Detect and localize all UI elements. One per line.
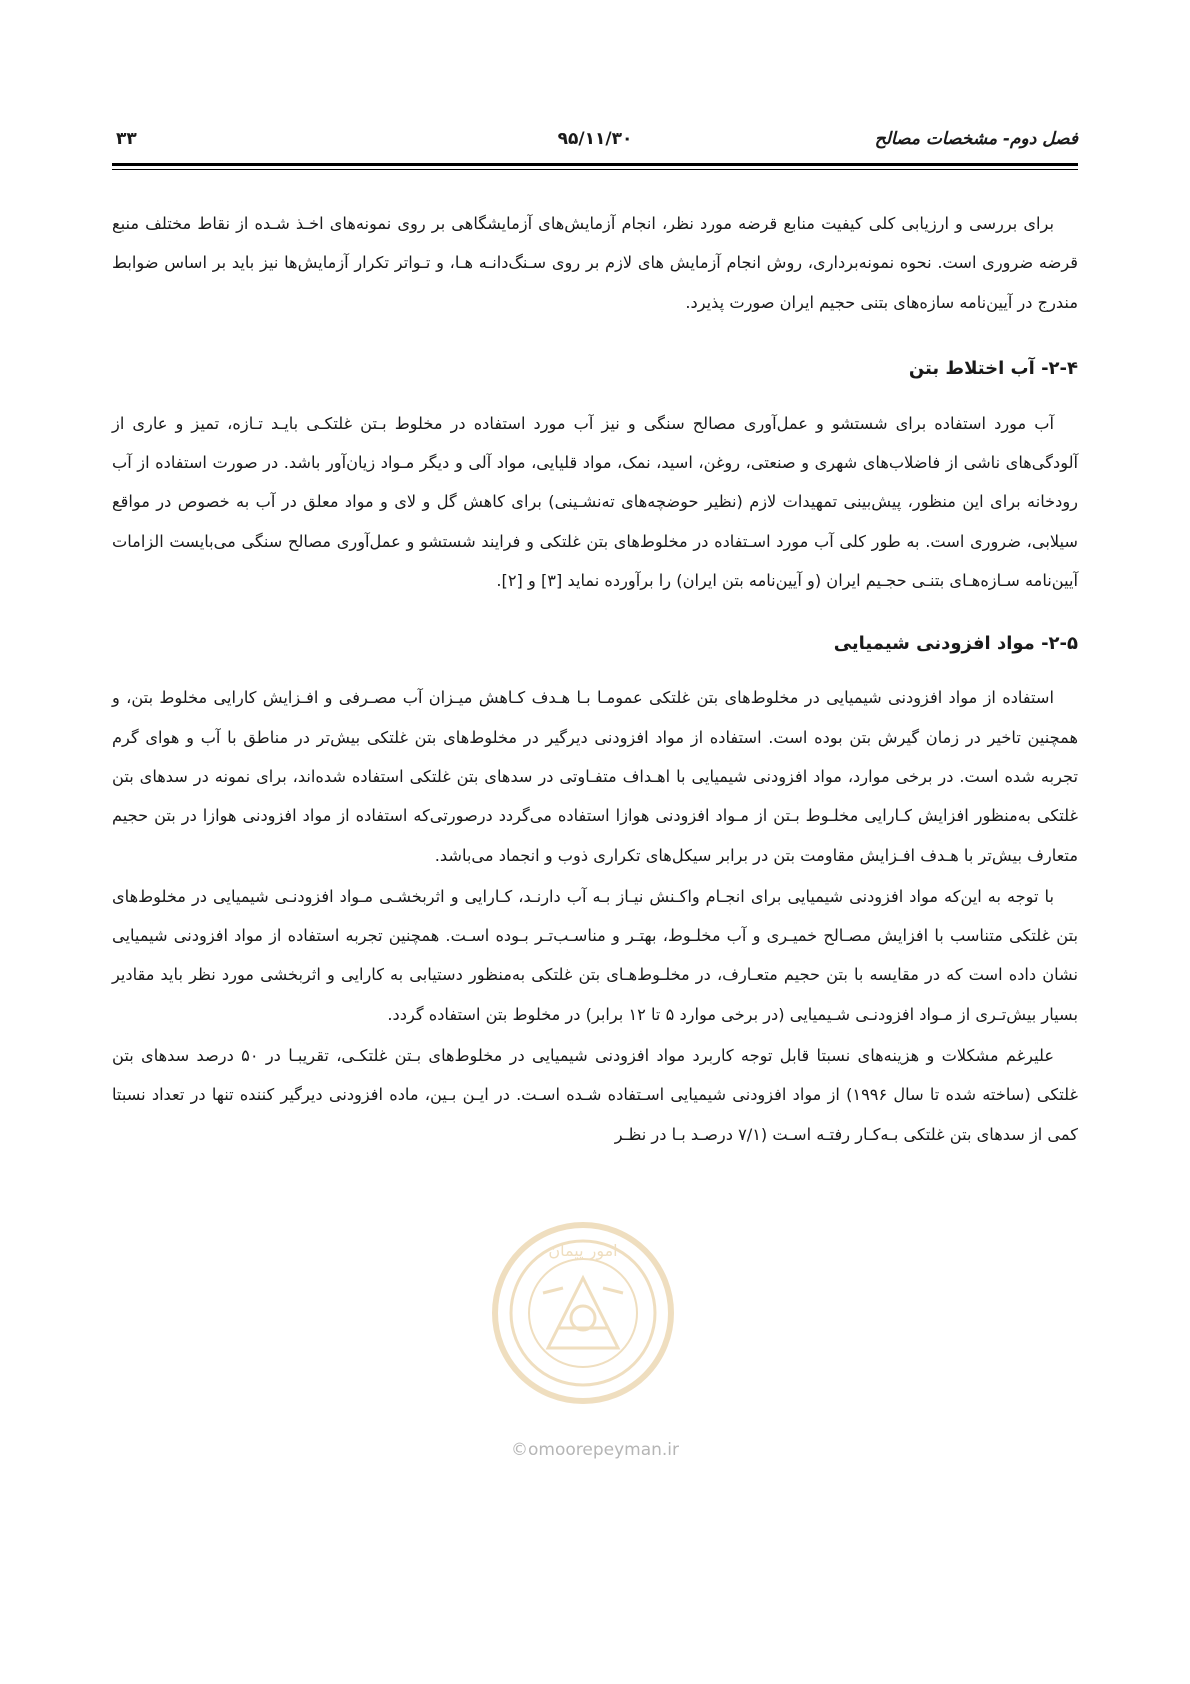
watermark-site-text xyxy=(0,1440,1190,1460)
chapter-title: فصل دوم- مشخصات مصالح xyxy=(874,129,1078,149)
additives-paragraph-1: استفاده از مواد افزودنی شیمیایی در مخلوط‌های بتن غلتکی عمومـا بـا هـدف کـاهش میـزان آب مصـرفی و افـزایش کارایی مخلوط بتن، و همچنین تاخیر در زمان گیرش بتن بوده است. استفاده از مواد افزودنی دیرگیر در مخلوط‌های بتن غلتکی بیش‌تر در مناطق با آب و هوای گرم تجربه شده است. در برخی موارد، مواد افزودنی شیمیایی با اهـداف متفـاوتی در سدهای بتن غلتکی استفاده شده‌اند، برای نمونه در سدهای بتن غلتکی به‌منظور افزایش کـارایی مخلـوط بـتن از مـواد افزودنی هوازا استفاده می‌گردد درصورتی‌که استفاده از مواد افزودنی هوازا در بتن حجیم متعارف بیش‌تر با هـدف افـزایش مقاومت بتن در برابر سیکل‌های تکراری ذوب و انجماد می‌باشد. xyxy=(112,688,1078,865)
page-body xyxy=(112,204,1078,1154)
page-number: ۳۳ xyxy=(116,129,137,149)
seal-text: امور پیمان xyxy=(548,1241,618,1260)
header-rule-thin xyxy=(112,169,1078,170)
copyright-icon: © xyxy=(510,1440,528,1460)
section-title-chemical-additives: ۲-۵- مواد افزودنی شیمیایی xyxy=(833,633,1078,655)
section-title-mixing-water: ۲-۴- آب اختلاط بتن xyxy=(908,357,1078,379)
watermark-site: omoorepeyman.ir xyxy=(527,1440,680,1460)
watermark-seal-icon xyxy=(488,1218,678,1408)
intro-paragraph: برای بررسی و ارزیابی کلی کیفیت منابع قرضه مورد نظر، انجام آزمایش‌های آزمایشگاهی بر روی نمونه‌های اخـذ شـده از نقاط مختلف منبع قرضه ضروری است. نحوه نمونه‌برداری، روش انجام آزمایش های لازم بر روی سـنگ‌دانـه هـا، و تـواتر تکرار آزمایش‌ها نیز باید بر اساس ضوابط مندرج در آیین‌نامه سازه‌های بتنی حجیم ایران صورت پذیرد. xyxy=(112,214,1078,312)
additives-paragraph-2: با توجه به این‌که مواد افزودنی شیمیایی برای انجـام واکـنش نیـاز بـه آب دارنـد، کـارایی و اثربخشـی مـواد افزودنـی شیمیایی در مخلوط‌های بتن غلتکی متناسب با افزایش مصـالح خمیـری و آب مخلـوط، بهتـر و مناسـب‌تـر بـوده اسـت. همچنین تجربه استفاده از مواد افزودنی شیمیایی نشان داده است که در مقایسه با بتن حجیم متعـارف، در مخلـوط‌هـای بتن غلتکی به‌منظور دستیابی به کارایی و اثربخشی مورد نظر باید مقادیر بسیار بیش‌تـری از مـواد افزودنـی شـیمیایی (در برخی موارد ۵ تا ۱۲ برابر) در مخلوط بتن استفاده گردد. xyxy=(112,886,1078,1024)
header-rule-thick xyxy=(112,163,1078,166)
mixing-water-paragraph: آب مورد استفاده برای شستشو و عمل‌آوری مصالح سنگی و نیز آب مورد استفاده در مخلوط بـتن غلتکـی بایـد تـازه، تمیز و عاری از آلودگی‌های ناشی از فاضلاب‌های شهری و صنعتی، روغن، اسید، نمک، مواد قلیایی، مواد آلی و دیگر مـواد زیان‌آور باشد. در صورت استفاده از آب رودخانه برای این منظور، پیش‌بینی تمهیدات لازم (نظیر حوضچه‌های تەنشـینی) برای کاهش گل و لای و مواد معلق در آب به خصوص در مواقع سیلابی، ضروری است. به طور کلی آب مورد اسـتفاده در مخلوط‌های بتن غلتکی و فرایند شستشو و عمل‌آوری مصالح سنگی می‌بایست الزامات آیین‌نامه سـازه‌هـای بتنـی حجـیم ایران (و آیین‌نامه بتن ایران) را برآورده نماید [۳] و [۲]. xyxy=(112,413,1078,591)
header-date: ۹۵/۱۱/۳۰ xyxy=(557,129,633,149)
additives-paragraph-3: علیرغم مشکلات و هزینه‌های نسبتا قابل توجه کاربرد مواد افزودنی شیمیایی در مخلوط‌های بـتن غلتکـی، تقریبـا در ۵۰ درصد سدهای بتن غلتکی (ساخته شده تا سال ۱۹۹۶) از مواد افزودنی شیمیایی اسـتفاده شـده اسـت. در ایـن بـین، ماده افزودنی دیرگیر کننده تنها در تعداد نسبتا کمی از سدهای بتن غلتکی بـه‌کـار رفتـه اسـت (۷/۱ درصـد بـا در نظـر xyxy=(112,1046,1078,1144)
page-header xyxy=(112,128,1078,162)
